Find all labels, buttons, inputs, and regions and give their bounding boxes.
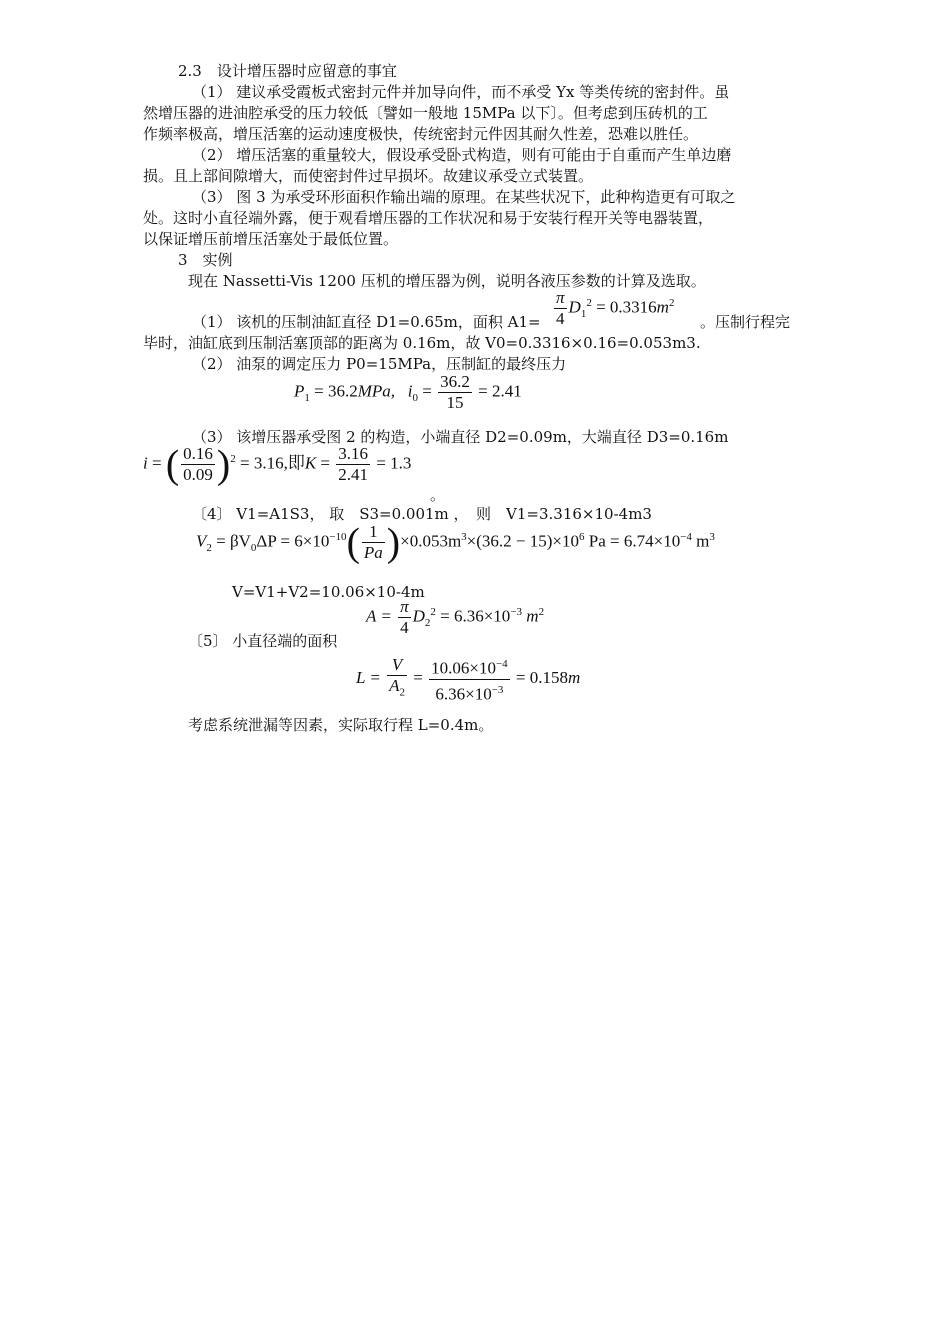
step-2-line: （2） 油泵的调定压力 P0=15MPa，压制缸的最终压力 — [192, 355, 567, 373]
step-5-line: 〔5〕 小直径端的面积 — [188, 632, 338, 650]
paragraph-line: 处。这时小直径端外露，便于观看增压器的工作状况和易于安装行程开关等电器装置， — [143, 209, 714, 227]
step-4-line: 〔4〕 V1=A1S3， 取 S3=0.001m ， 则 V1=3.316×10-4m3 — [192, 505, 652, 523]
paragraph-line: （3） 图 3 为承受环形面积作输出端的原理。在某些状况下，此种构造更有可取之 — [192, 188, 736, 206]
formula-area-a1: $\frac{\pi}{4}$ $D_1^2 = 0.3316m^2$ — [556, 288, 675, 328]
intro-line: 现在 Nassetti-Vis 1200 压机的增压器为例，说明各液压参数的计算及选取。 — [188, 272, 706, 290]
paragraph-line: 以保证增压前增压活塞处于最低位置。 — [143, 230, 399, 248]
formula-v2: $V_2 = \beta V_0\Delta P = 6\times 10^{-10}$( $\frac{1}{Pa}$ )$\times 0.053m^3\times(36.2 - 15)\times 10^6$ $Pa = 6.74\times 10^{-4}$ $m^3$ — [196, 519, 715, 565]
formula-length: L = $\frac{V}{A_2}$ = $\frac{10.06\times 10^{-4}}{6.36\times 10^{-3}}$ = 0.158m — [356, 655, 581, 704]
step-1-line-c: 毕时，油缸底到压制活塞顶部的距离为 0.16m，故 V0=0.3316×0.16=0.053m3. — [143, 334, 701, 352]
paragraph-line: 作频率极高，增压活塞的运动速度极快，传统密封元件因其耐久性差，恐难以胜任。 — [143, 125, 699, 143]
v-sum-line: V=V1+V2=10.06×10-4m — [232, 583, 425, 601]
formula-p1-i0: $P_1 = 36.2MPa$, $i_0$ = $\frac{36.2}{15}$ = 2.41 — [294, 372, 522, 412]
step-1-line-a: （1） 该机的压制油缸直径 D1=0.65m，面积 A1= — [192, 313, 541, 331]
section-heading-3: 3 实例 — [178, 251, 233, 269]
paragraph-line: 损。且上部间隙增大，而使密封件过早损坏。故建议承受立式装置。 — [143, 167, 594, 185]
paragraph-line: 然增压器的进油腔承受的压力较低〔譬如一般地 15MPa 以下〕。但考虑到压砖机的工 — [143, 104, 708, 122]
step-3-end: 。 — [430, 486, 446, 504]
section-heading-2-3: 2.3 设计增压器时应留意的事宜 — [178, 62, 397, 80]
paragraph-line: （2） 增压活塞的重量较大，假设承受卧式构造，则有可能由于自重而产生单边磨 — [192, 146, 732, 164]
conclusion-line: 考虑系统泄漏等因素，实际取行程 L=0.4m。 — [188, 716, 494, 734]
formula-area-a: A = $\frac{\pi}{4}$ $D_2^2 = 6.36\times 10^{-3}$ $m^2$ — [366, 597, 545, 637]
step-3-line: （3） 该增压器承受图 2 的构造，小端直径 D2=0.09m，大端直径 D3=0.16m — [192, 428, 729, 446]
formula-i-k: i = ( $\frac{0.16}{0.09}$ )$^2$ = 3.16,即K = $\frac{3.16}{2.41}$ = 1.3 — [143, 441, 412, 487]
step-1-line-b: 。压制行程完 — [700, 313, 791, 331]
paragraph-line: （1） 建议承受霞板式密封元件并加导向件，而不承受 Yx 等类传统的密封件。虽 — [192, 83, 730, 101]
